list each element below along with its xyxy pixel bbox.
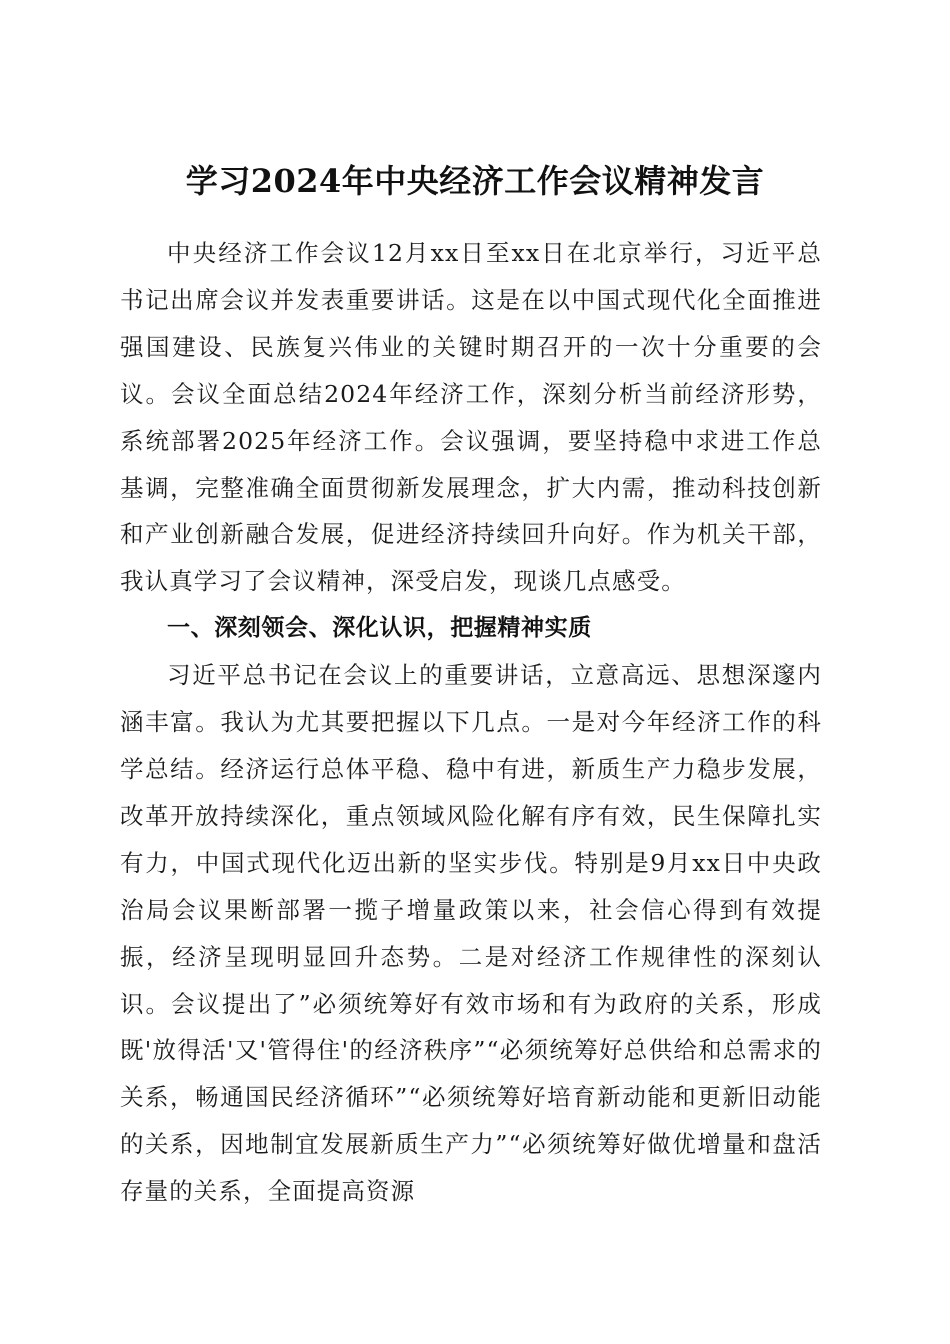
section-1-paragraph: 习近平总书记在会议上的重要讲话，立意高远、思想深邃内涵丰富。我认为尤其要把握以下几点。一是对今年经济工作的科学总结。经济运行总体平稳、稳中有进，新质生产力稳步发展，改革开放持续深化，重点领域风险化解有序有效，民生保障扎实有力，中国式现代化迈出新的坚实步伐。特别是9月xx日中央政治局会议果断部署一揽子增量政策以来，社会信心得到有效提振，经济呈现明显回升态势。二是对经济工作规律性的深刻认识。会议提出了”必须统筹好有效市场和有为政府的关系，形成既'放得活'又'管得住'的经济秩序”“必须统筹好总供给和总需求的关系，畅通国民经济循环”“必须统筹好培育新动能和更新旧动能的关系，因地制宜发展新质生产力”“必须统筹好做优增量和盘活存量的关系，全面提高资源 <box>120 661 822 1206</box>
document-title: 学习2024年中央经济工作会议精神发言 <box>185 162 765 201</box>
intro-paragraph: 中央经济工作会议12月xx日至xx日在北京举行，习近平总书记出席会议并发表重要讲话。这是在以中国式现代化全面推进强国建设、民族复兴伟业的关键时期召开的一次十分重要的会议。会议全面总结2024年经济工作，深刻分析当前经济形势，系统部署2025年经济工作。会议强调，要坚持稳中求进工作总基调，完整准确全面贯彻新发展理念，扩大内需，推动科技创新和产业创新融合发展，促进经济持续回升向好。作为机关干部，我认真学习了会议精神，深受启发，现谈几点感受。 <box>120 239 822 596</box>
section-1-heading: 一、深刻领会、深化认识，把握精神实质 <box>167 615 592 642</box>
document-body <box>120 230 822 1215</box>
